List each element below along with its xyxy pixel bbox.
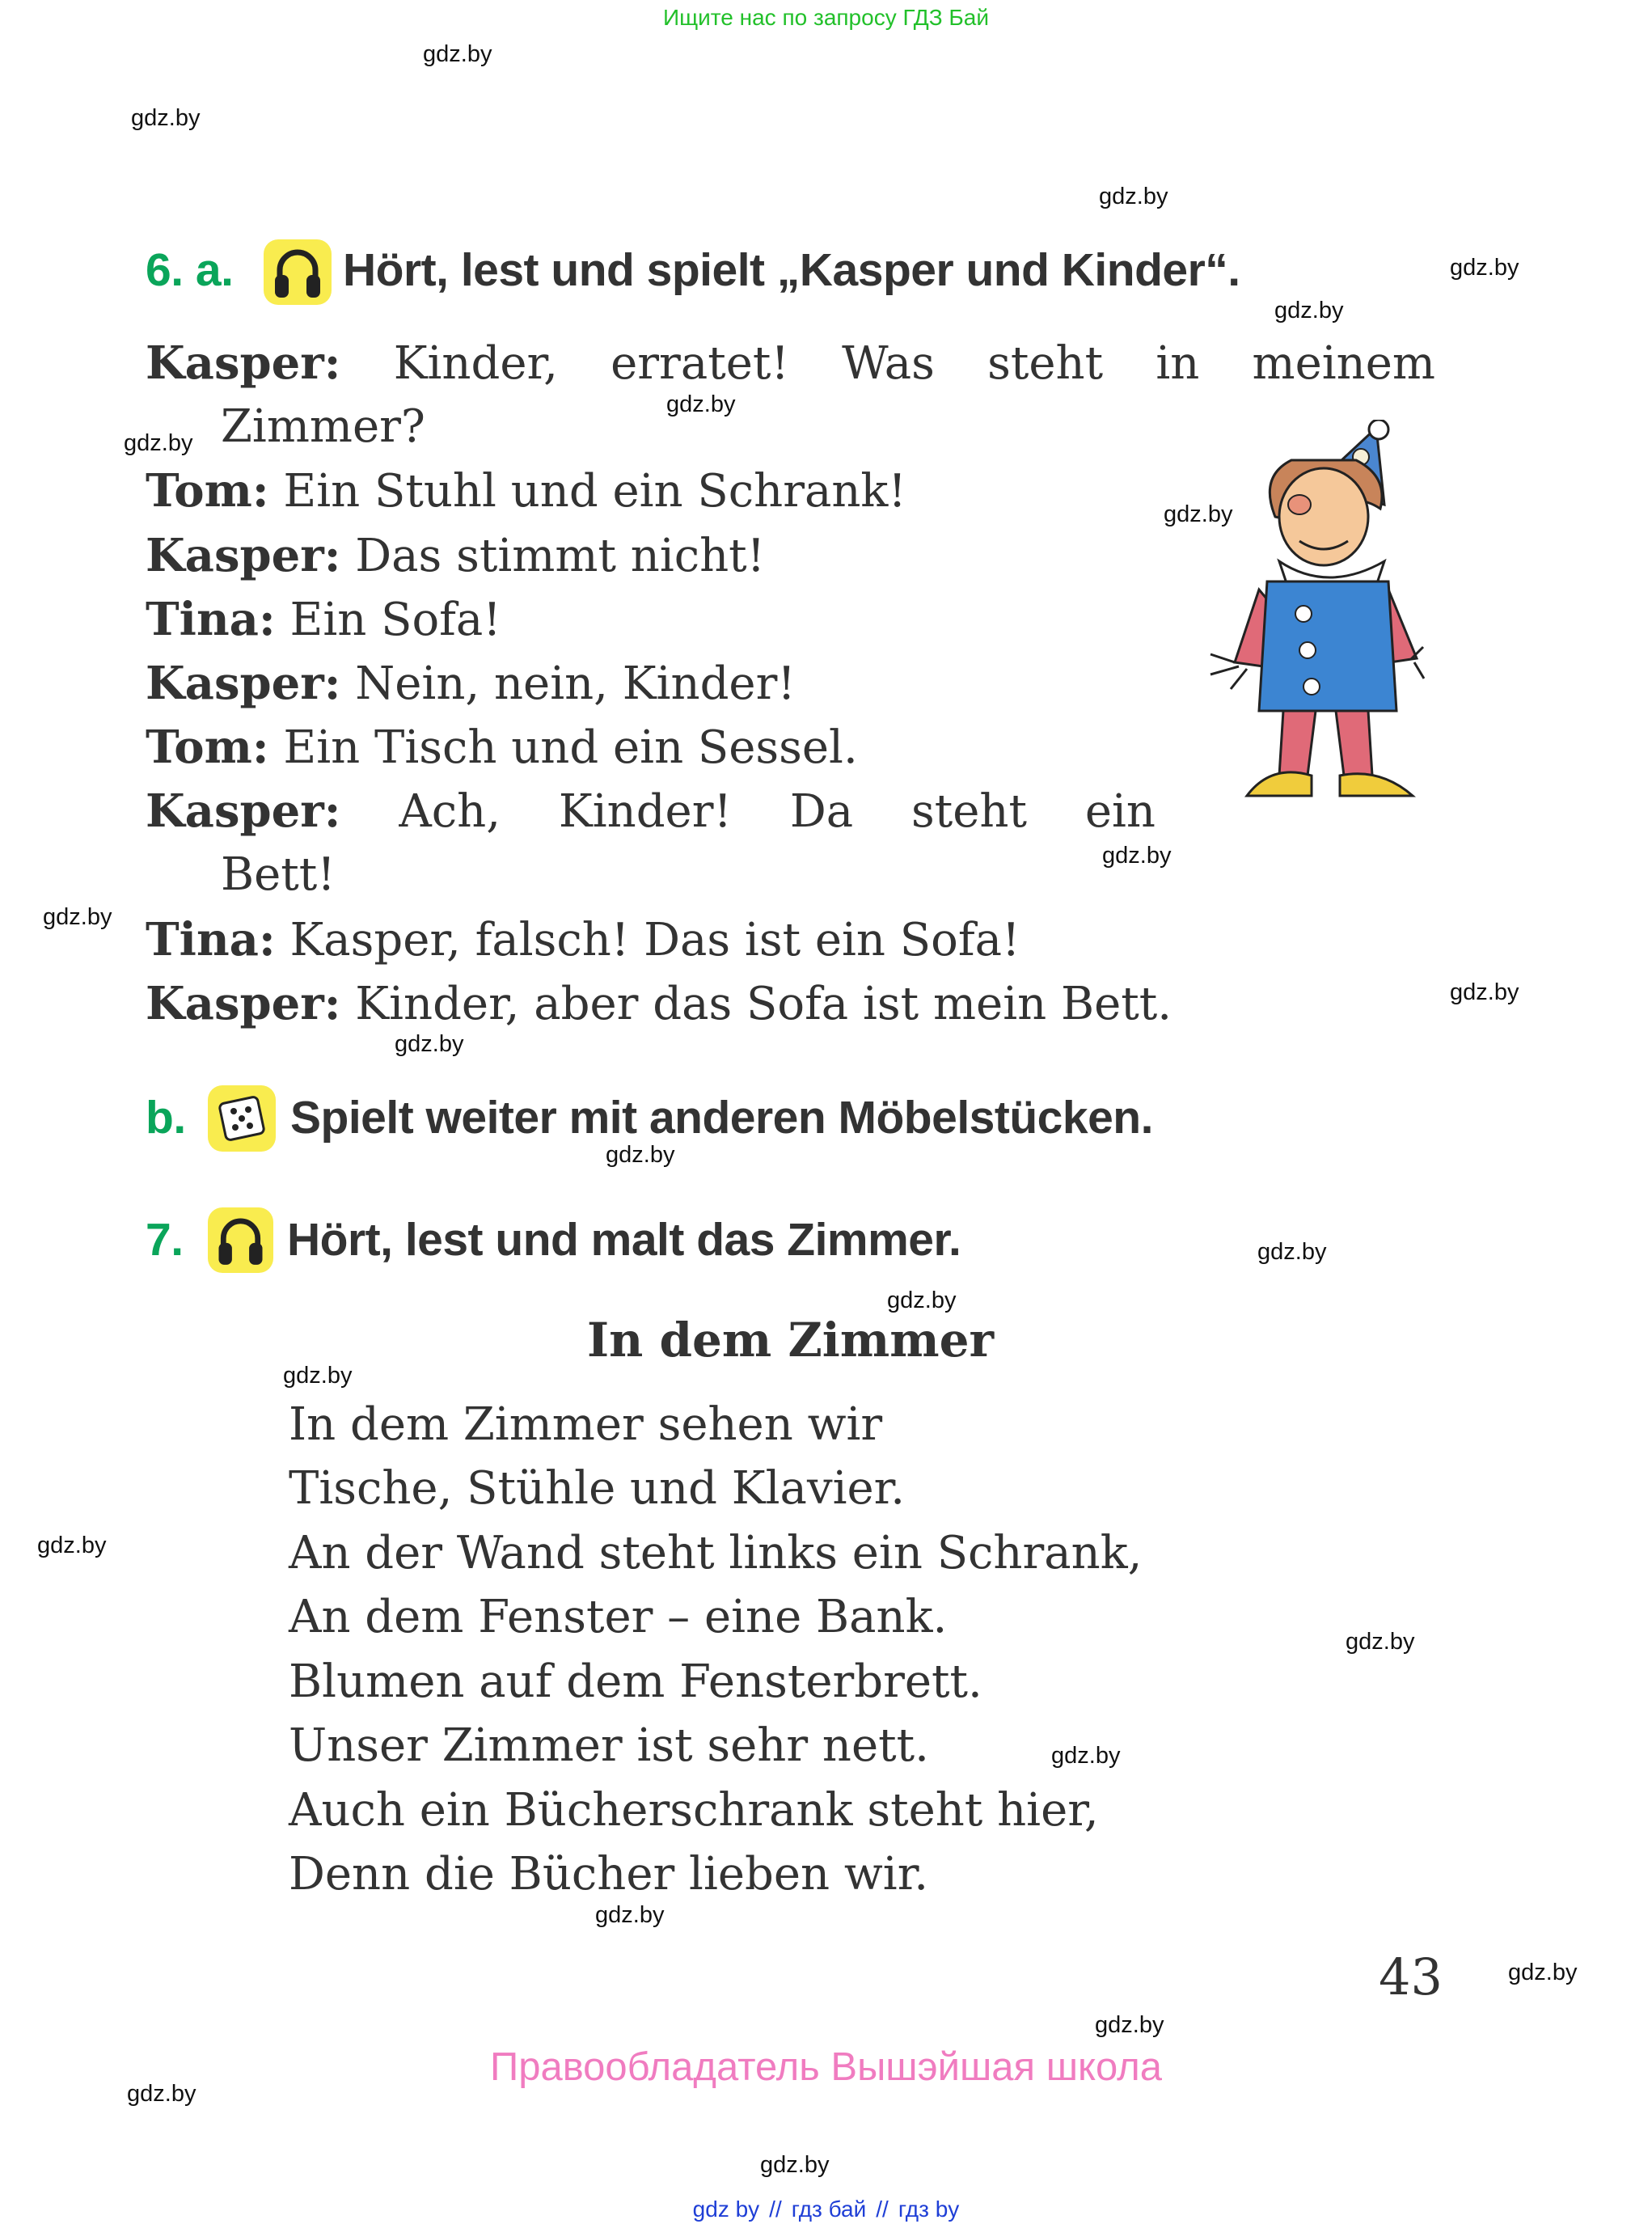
line-text: Ach, Kinder! Da steht ein xyxy=(399,785,1156,838)
watermark: gdz.by xyxy=(127,2081,196,2107)
poem-line: Blumen auf dem Fensterbrett. xyxy=(289,1655,982,1708)
footer-link[interactable]: гдз by xyxy=(898,2197,960,2222)
task-title: Hört, lest und spielt „Kasper und Kinder“. xyxy=(343,244,1240,296)
dialogue-line xyxy=(146,657,796,711)
copyright-notice: Правообладатель Вышэйшая школа xyxy=(489,2045,1163,2089)
poem-line: An dem Fenster – eine Bank. xyxy=(289,1591,948,1643)
task-number: 7. xyxy=(146,1214,184,1266)
task-title: Hört, lest und malt das Zimmer. xyxy=(287,1214,961,1266)
speaker: Kasper: xyxy=(146,657,341,710)
line-text: Ein Stuhl und ein Schrank! xyxy=(283,465,906,518)
dialogue-line xyxy=(221,848,336,902)
watermark: gdz.by xyxy=(887,1287,957,1313)
headphones-icon xyxy=(208,1207,273,1273)
poem-line: In dem Zimmer sehen wir xyxy=(289,1398,883,1451)
separator: // xyxy=(876,2197,889,2222)
task-title: Spielt weiter mit anderen Möbelstücken. xyxy=(290,1092,1153,1144)
watermark: gdz.by xyxy=(1450,255,1519,281)
dialogue-line xyxy=(146,784,1156,839)
speaker: Tom: xyxy=(146,721,269,774)
watermark: gdz.by xyxy=(37,1533,107,1558)
separator: // xyxy=(769,2197,782,2222)
watermark: gdz.by xyxy=(1257,1239,1327,1265)
watermark: gdz.by xyxy=(131,105,201,131)
watermark: gdz.by xyxy=(1102,843,1172,869)
watermark: gdz.by xyxy=(666,391,736,417)
task-number: b. xyxy=(146,1092,186,1144)
speaker: Kasper: xyxy=(146,529,341,582)
page-number: 43 xyxy=(1379,1947,1443,2006)
speaker: Kasper: xyxy=(146,336,341,390)
watermark: gdz.by xyxy=(1450,979,1519,1005)
dialogue-line xyxy=(146,336,1435,391)
watermark: gdz.by xyxy=(1274,298,1344,323)
line-text: Kinder, aber das Sofa ist mein Bett. xyxy=(355,978,1172,1030)
footer-link[interactable]: gdz by xyxy=(692,2197,760,2222)
watermark: gdz.by xyxy=(606,1142,675,1168)
poem-line: Tische, Stühle und Klavier. xyxy=(289,1462,906,1515)
line-text: Ein Tisch und ein Sessel. xyxy=(283,721,858,774)
speaker: Tom: xyxy=(146,464,269,518)
line-text: Kasper, falsch! Das ist ein Sofa! xyxy=(289,914,1020,966)
dialogue-line xyxy=(146,464,906,518)
line-text: Kinder, erratet! Was steht in meinem xyxy=(393,337,1435,390)
poem-line: Unser Zimmer ist sehr nett. xyxy=(289,1719,929,1772)
speaker: Kasper: xyxy=(146,977,341,1030)
line-text: Zimmer? xyxy=(221,400,425,453)
watermark: gdz.by xyxy=(1164,501,1233,527)
watermark: gdz.by xyxy=(1346,1629,1415,1655)
watermark: gdz.by xyxy=(595,1902,665,1928)
line-text: Ein Sofa! xyxy=(289,594,501,646)
speaker: Tina: xyxy=(146,913,276,966)
watermark: gdz.by xyxy=(283,1363,353,1389)
poem-line: An der Wand steht links ein Schrank, xyxy=(289,1527,1143,1579)
line-text: Bett! xyxy=(221,848,336,901)
watermark: gdz.by xyxy=(1051,1743,1121,1769)
speaker: Tina: xyxy=(146,593,276,646)
headphones-icon xyxy=(264,239,332,305)
dialogue-line xyxy=(146,977,1172,1031)
dialogue-line xyxy=(146,593,501,647)
speaker: Kasper: xyxy=(146,784,341,838)
task-number: 6. a. xyxy=(146,244,234,296)
dice-icon xyxy=(208,1085,276,1152)
watermark: gdz.by xyxy=(124,430,193,456)
line-text: Das stimmt nicht! xyxy=(355,530,766,582)
footer-links xyxy=(0,2195,1652,2224)
watermark: gdz.by xyxy=(1099,184,1168,209)
dialogue-line xyxy=(146,529,765,583)
line-text: Nein, nein, Kinder! xyxy=(355,657,796,710)
watermark: gdz.by xyxy=(423,41,492,67)
search-hint: Ищите нас по запросу ГДЗ Бай xyxy=(662,5,990,30)
poem-line: Denn die Bücher lieben wir. xyxy=(289,1848,929,1901)
poem-title: In dem Zimmer xyxy=(586,1313,995,1368)
poem-line: Auch ein Bücherschrank steht hier, xyxy=(289,1784,1099,1837)
watermark: gdz.by xyxy=(395,1031,464,1057)
watermark: gdz.by xyxy=(760,2152,830,2178)
footer-link[interactable]: гдз бай xyxy=(791,2197,867,2222)
kasper-clown-illustration xyxy=(1202,420,1425,813)
dialogue-line xyxy=(221,400,425,454)
watermark: gdz.by xyxy=(1508,1960,1578,1985)
watermark: gdz.by xyxy=(1095,2012,1164,2038)
dialogue-line xyxy=(146,913,1020,967)
dialogue-line xyxy=(146,721,858,775)
watermark: gdz.by xyxy=(43,904,112,930)
